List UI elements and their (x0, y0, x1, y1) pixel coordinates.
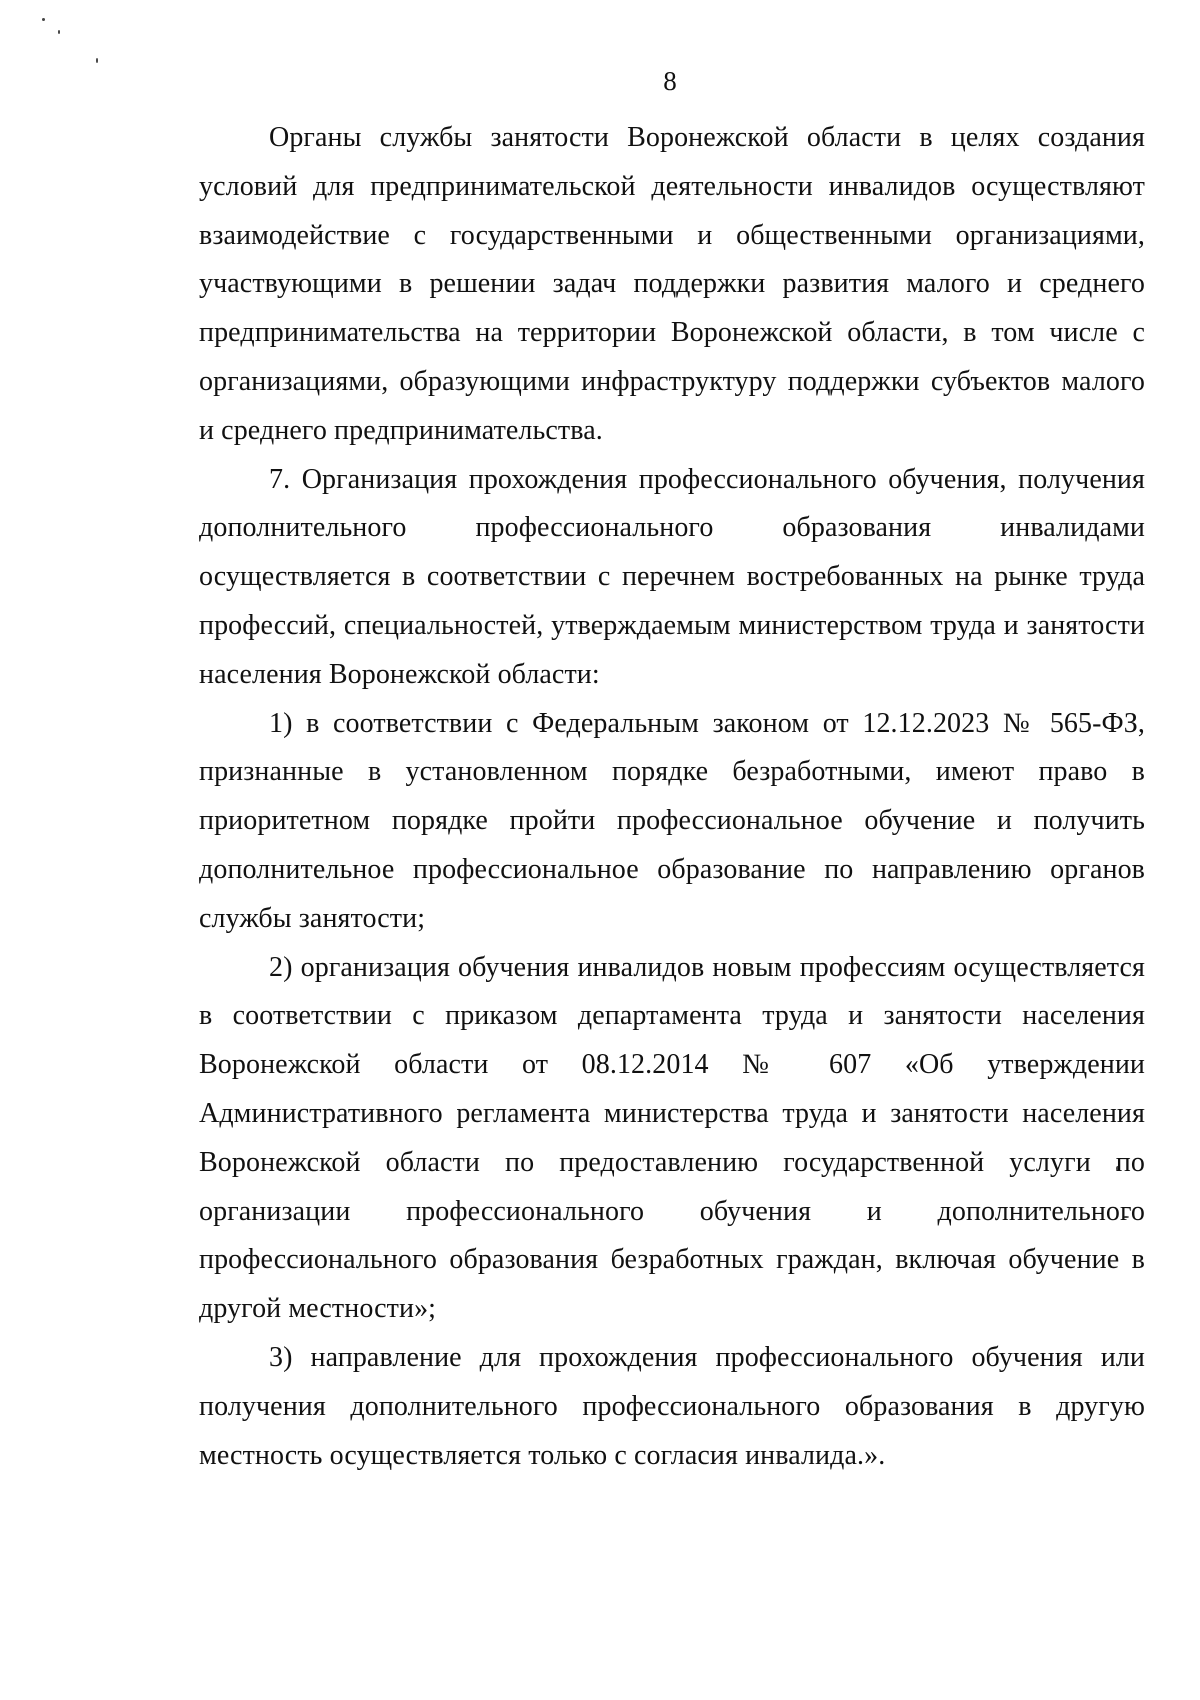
document-body (199, 114, 1145, 1480)
paragraph-subitem-3: 3) направление для прохождения профессионального обучения или получения дополнительного профессионального образования в другую местность осуществляется только с согласия инвалида.». (199, 1341, 1145, 1471)
page-number: 8 (663, 66, 677, 96)
scan-speck (42, 18, 45, 21)
scan-speck (96, 58, 98, 63)
paragraph-employment-services: Органы службы занятости Воронежской области в целях создания условий для предпринимательской деятельности инвалидов осуществляют взаимодействие с государственными и общественными организациями, участвующими в решении задач поддержки развития малого и среднего предпринимательства на территории Воронежской области, в том числе с организациями, образующими инфраструктуру поддержки субъектов малого и среднего предпринимательства. (199, 122, 1145, 446)
scan-speck (58, 30, 60, 34)
paragraph-item-7: 7. Организация прохождения профессионального обучения, получения дополнительного профессионального образования инвалидами осуществляется в соответствии с перечнем востребованных на рынке труда профессий, специальностей, утверждаемым министерством труда и занятости населения Воронежской области: (199, 463, 1145, 690)
paragraph-subitem-2: 2) организация обучения инвалидов новым профессиям осуществляется в соответствии с приказом департамента труда и занятости населения Воронежской области от 08.12.2014 № 607 «Об утверждении Административного регламента министерства труда и занятости населения Воронежской области по предоставлению государственной услуги по организации профессионального обучения и дополнительного профессионального образования безработных граждан, включая обучение в другой местности»; (199, 951, 1145, 1325)
paragraph-subitem-1: 1) в соответствии с Федеральным законом от 12.12.2023 № 565-ФЗ, признанные в установленном порядке безработными, имеют право в приоритетном порядке пройти профессиональное обучение и получить дополнительное профессиональное образование по направлению органов службы занятости; (199, 707, 1145, 934)
